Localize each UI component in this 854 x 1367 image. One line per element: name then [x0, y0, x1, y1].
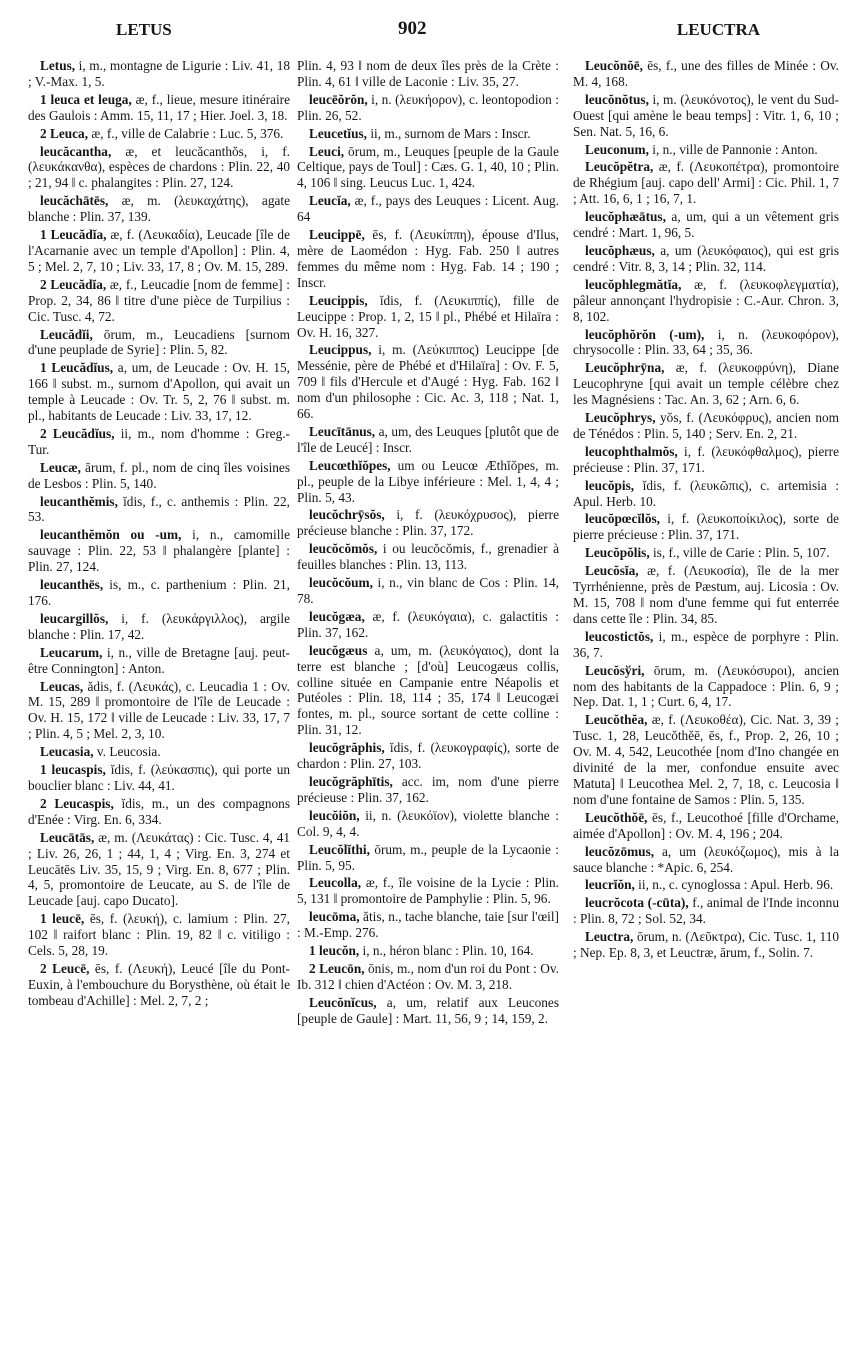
- dictionary-entry: [28, 58, 290, 90]
- dictionary-entry: [573, 478, 839, 510]
- dictionary-entry: [28, 227, 290, 275]
- dictionary-entry: [297, 643, 559, 738]
- entry-definition: um ou Leucœ Æthĭŏpes, m. pl., peuple de la Libye inférieure : Mel. 1, 4, 4 ; Plin. 5, 43.: [297, 457, 559, 505]
- dictionary-entry: [297, 58, 559, 90]
- entry-definition: æ, m. (Λευκάτας) : Cic. Tusc. 4, 41 ; Liv. 26, 26, 1 ; 44, 1, 4 ; Virg. En. 3, 274 et Leucātēs Liv. 35, 15, 9 ; Virg. En. 8, 677 ; Plin. 4, 5, promontoire de Leucate, au S. de l'île de Leucade [auj. capo Ducato].: [28, 829, 290, 909]
- dictionary-entry: [297, 458, 559, 506]
- dictionary-entry: [28, 527, 290, 575]
- entry-definition: f., animal de l'Inde inconnu : Plin. 8, 72 ; Sol. 52, 34.: [573, 895, 839, 927]
- entry-headword: Leucŏsўri,: [585, 662, 645, 678]
- entry-headword: Leucœthĭŏpes,: [309, 457, 391, 473]
- entry-headword: Leucītānus,: [309, 423, 376, 439]
- dictionary-entry: [573, 58, 839, 90]
- entry-headword: leucargillŏs,: [40, 610, 109, 626]
- entry-headword: leucŏpis,: [585, 477, 635, 493]
- entry-definition: æ, f. (Λευκοθέα), Cic. Nat. 3, 39 ; Tusc. 1, 28, Leucŏthĕē, ēs, f., Prop. 2, 26, 10 ; Ov. M. 4, 542, Leucothée [nom d'Ino changée en divinité de la mer, confondue ensuite avec Matuta] ‖ Leucothea Mel. 2, 7, 18, c. Leucosia ‖ nom d'une fontaine de Samos : Plin. 5, 135.: [573, 712, 839, 807]
- dictionary-entry: [297, 541, 559, 573]
- entry-definition: i, m. (Λεύκιππος) Leucippe [de Messénie, père de Phébé et d'Hilaïra] : Ov. F. 5, 709 ‖ fils d'Hercule et d'Augé : Hyg. Fab. 162 ‖ nom d'un philosophe : Cic. Ac. 3, 118 ; Nat. 1, 66.: [297, 342, 559, 422]
- entry-headword: Leucippē,: [309, 227, 365, 243]
- entry-headword: 1 leucaspis,: [40, 762, 106, 778]
- dictionary-entry: [297, 144, 559, 192]
- entry-headword: leucrŏcota (-cūta),: [585, 895, 689, 911]
- entry-headword: Leucŏnĭcus,: [309, 994, 377, 1010]
- entry-definition: i, n. (λευκήορον), c. leontopodion : Plin. 26, 52.: [297, 91, 559, 123]
- dictionary-entry: [28, 460, 290, 492]
- dictionary-entry: [28, 762, 290, 794]
- entry-headword: leucanthĕmŏn ou -um,: [40, 527, 182, 543]
- entry-definition: ĭdis, f. (Λευκιππίς), fille de Leucippe : Prop. 1, 2, 15 ‖ pl., Phébé et Hilaïra : Ov. H. 16, 327.: [297, 292, 559, 340]
- dictionary-entry: [28, 645, 290, 677]
- dictionary-entry: [297, 575, 559, 607]
- entry-headword: 2 Leucădĭa,: [40, 276, 107, 292]
- dictionary-entry: [297, 193, 559, 225]
- entry-headword: Leucæ,: [40, 459, 81, 475]
- dictionary-entry: [573, 327, 839, 359]
- entry-definition: æ, m. (λευκαχάτης), agate blanche : Plin. 37, 139.: [28, 193, 290, 225]
- entry-definition: æ, f., Leucadie [nom de femme] : Prop. 2, 34, 86 ‖ titre d'une pièce de Turpilius : Cic. Tusc. 4, 72.: [28, 276, 290, 324]
- entry-definition: ārum, f. pl., nom de cinq îles voisines de Lesbos : Plin. 5, 140.: [28, 459, 290, 491]
- entry-definition: i, n., camomille sauvage : Plin. 22, 53 ‖ phalangère [plante] : Plin. 27, 124.: [28, 527, 290, 575]
- dictionary-entry: [297, 609, 559, 641]
- entry-headword: Leucātās,: [40, 829, 95, 845]
- entry-definition: i, n., ville de Bretagne [auj. peut-être Connington] : Anton.: [28, 644, 290, 676]
- entry-headword: Leucŏthŏē,: [585, 809, 648, 825]
- entry-definition: ĭdis, f., c. anthemis : Plin. 22, 53.: [28, 493, 290, 525]
- column-2: [297, 58, 559, 1029]
- entry-definition: i, f. (λευκοποίκιλος), sorte de pierre précieuse : Plin. 37, 171.: [573, 511, 839, 543]
- dictionary-entry: [28, 494, 290, 526]
- dictionary-entry: [28, 911, 290, 959]
- entry-definition: a, um, qui a un vêtement gris cendré : Mart. 1, 96, 5.: [573, 209, 839, 241]
- dictionary-entry: [297, 293, 559, 341]
- entry-definition: i, f. (λευκόφθαλμος), pierre précieuse : Plin. 37, 171.: [573, 443, 839, 475]
- dictionary-entry: [573, 563, 839, 627]
- entry-headword: Leuci,: [309, 143, 345, 159]
- page-number: 902: [398, 18, 427, 39]
- entry-definition: æ, f., ville de Calabrie : Luc. 5, 376.: [88, 125, 284, 141]
- entry-headword: Leuconum,: [585, 141, 649, 157]
- dictionary-entry: [573, 712, 839, 807]
- dictionary-entry: [573, 92, 839, 140]
- entry-definition: i, n., ville de Pannonie : Anton.: [648, 141, 818, 157]
- entry-headword: leucanthĕmis,: [40, 493, 118, 509]
- column-3: [573, 58, 839, 963]
- entry-headword: leucŏcŏum,: [309, 575, 373, 591]
- dictionary-entry: [297, 740, 559, 772]
- entry-headword: 1 leuca et leuga,: [40, 91, 132, 107]
- entry-definition: æ, f. (λευκοφρύνη), Diane Leucophryne [qui avait un temple célèbre chez les Magnésiens : Tac. An. 3, 62 ; Arn. 6, 6.: [573, 360, 839, 408]
- entry-headword: Letus,: [40, 58, 76, 73]
- dictionary-entry: [297, 227, 559, 291]
- entry-headword: Leucarum,: [40, 644, 103, 660]
- entry-headword: leucŏnŏtus,: [585, 91, 649, 107]
- entry-definition: is, m., c. parthenium : Plin. 21, 176.: [28, 577, 290, 608]
- dictionary-entry: [297, 126, 559, 142]
- entry-headword: leucophthalmŏs,: [585, 443, 678, 459]
- entry-definition: ădis, f. (Λευκάς), c. Leucadia 1 : Ov. M. 15, 289 ‖ promontoire de l'île de Leucade : Ov. H. 15, 172 ‖ ville de Leucade : Liv. 33, 17, 7 ; Plin. 4, 5 ; Mel. 2, 3, 10.: [28, 678, 290, 742]
- entry-headword: leucanthēs,: [40, 577, 104, 593]
- entry-headword: leucŏchrȳsŏs,: [309, 507, 385, 523]
- entry-definition: i, m., espèce de porphyre : Plin. 36, 7.: [573, 628, 839, 660]
- dictionary-entry: [573, 410, 839, 442]
- dictionary-entry: [297, 92, 559, 124]
- entry-definition: i, n. (λευκοφόρον), chrysocolle : Plin. 33, 64 ; 35, 36.: [573, 326, 839, 358]
- entry-definition: ii, n., c. cynoglossa : Apul. Herb. 96.: [634, 877, 834, 893]
- dictionary-entry: [28, 830, 290, 910]
- dictionary-entry: [573, 929, 839, 961]
- dictionary-entry: [573, 629, 839, 661]
- dictionary-entry: [28, 577, 290, 609]
- entry-definition: ōnis, m., nom d'un roi du Pont : Ov. Ib. 312 ‖ chien d'Actéon : Ov. M. 3, 218.: [297, 960, 559, 992]
- dictionary-entry: [28, 679, 290, 743]
- entry-definition: ii, m., surnom de Mars : Inscr.: [367, 125, 531, 141]
- dictionary-entry: [28, 126, 290, 142]
- dictionary-entry: [573, 895, 839, 927]
- dictionary-entry: [297, 961, 559, 993]
- entry-headword: leucēŏrŏn,: [309, 91, 368, 107]
- entry-headword: Leucŏphrȳna,: [585, 360, 665, 376]
- dictionary-entry: [297, 995, 559, 1027]
- dictionary-entry: [28, 611, 290, 643]
- dictionary-entry: [297, 943, 559, 959]
- entry-definition: æ, f. (Λευκοπέτρα), promontoire de Rhégium [auj. capo dell' Armi] : Cic. Phil. 1, 7 ; Att. 16, 6, 1 ; 16, 7, 1.: [573, 159, 839, 207]
- dictionary-entry: [573, 545, 839, 561]
- entry-definition: a, um, de Leucade : Ov. H. 15, 166 ‖ subst. m., surnom d'Apollon, qui avait un temple à Leucade : Ov. Tr. 5, 2, 76 ‖ subst. m. pl., habitants de Leucade : Liv. 33, 17, 12.: [28, 360, 290, 424]
- entry-headword: Leucŏphrys,: [585, 410, 656, 426]
- entry-headword: leucŏphŏrŏn (-um),: [585, 326, 705, 342]
- dictionary-entry: [28, 144, 290, 192]
- entry-headword: Leucŏsĭa,: [585, 563, 639, 579]
- entry-headword: leucostictŏs,: [585, 628, 654, 644]
- entry-headword: 2 Leucē,: [40, 960, 90, 976]
- header-left-guideword: LETUS: [116, 20, 172, 39]
- entry-definition: æ, f. (Λευκαδία), Leucade [île de l'Acarnanie avec un temple d'Apollon] : Plin. 4, 5 ; Mel. 2, 7, 10 ; Liv. 33, 17, 8 ; Ov. M. 15, 289.: [28, 227, 290, 274]
- entry-definition: ĭdis, m., un des compagnons d'Enée : Virg. En. 6, 334.: [28, 795, 290, 827]
- entry-headword: leucŏgæus: [309, 642, 368, 658]
- dictionary-entry: [573, 159, 839, 207]
- entry-headword: leucăchātēs,: [40, 193, 109, 209]
- entry-definition: i ou leucŏcŏmis, f., grenadier à feuilles blanches : Plin. 13, 113.: [297, 541, 559, 573]
- dictionary-entry: [573, 844, 839, 876]
- dictionary-entry: [28, 277, 290, 325]
- dictionary-entry: [28, 796, 290, 828]
- entry-definition: æ, f., lieue, mesure itinéraire des Gaulois : Amm. 15, 11, 17 ; Hier. Joel. 3, 18.: [28, 91, 290, 123]
- dictionary-entry: [28, 360, 290, 424]
- entry-headword: leucōma,: [309, 909, 360, 925]
- entry-definition: ĭdis, f. (λευκογραφίς), sorte de chardon : Plin. 27, 103.: [297, 740, 559, 772]
- entry-definition: æ, f. (λευκοφλεγματία), pâleur annonçant l'hydropisie : C.-Aur. Chron. 3, 8, 102.: [573, 276, 839, 324]
- entry-definition: æ, f., île voisine de la Lycie : Plin. 5, 131 ‖ promontoire de Pamphylie : Plin. 5, 96.: [297, 875, 559, 907]
- entry-headword: 1 Leucădĭus,: [40, 360, 114, 376]
- entry-headword: leucrĭŏn,: [585, 877, 635, 893]
- entry-headword: leucăcantha,: [40, 143, 112, 159]
- entry-definition: a, um, des Leuques [plutôt que de l'île de Leucé] : Inscr.: [297, 423, 559, 455]
- entry-definition: æ, f. (Λευκοσία), île de la mer Tyrrhénienne, près de Pæstum, auj. Licosia : Ov. M. 15, 708 ‖ nom d'une femme qui fut enterrée dans cette île : Plin. 34, 85.: [573, 563, 839, 626]
- entry-definition: i, n., héron blanc : Plin. 10, 164.: [359, 943, 534, 959]
- dictionary-entry: [573, 142, 839, 158]
- dictionary-entry: [28, 744, 290, 760]
- entry-definition: Plin. 4, 93 ‖ nom de deux îles près de la Crète : Plin. 4, 61 ‖ ville de Laconie : Liv. 35, 27.: [297, 58, 559, 89]
- dictionary-entry: [297, 342, 559, 422]
- entry-definition: a, um (λευκόφαιος), qui est gris cendré : Vitr. 8, 3, 14 ; Plin. 32, 114.: [573, 242, 839, 274]
- entry-definition: ēs, f. (λευκή), c. lamium : Plin. 27, 102 ‖ raifort blanc : Plin. 19, 82 ‖ c. vitiligo : Cels. 5, 28, 19.: [28, 911, 290, 959]
- entry-headword: Leucŏpĕtra,: [585, 159, 654, 175]
- dictionary-entry: [573, 810, 839, 842]
- entry-definition: ōrum, m., Leuques [peuple de la Gaule Celtique, pays de Toul] : Cæs. G. 1, 40, 10 ; Plin. 4, 106 ‖ sing. Leucus Luc. 1, 424.: [297, 143, 559, 191]
- entry-definition: æ, f., pays des Leuques : Licent. Aug. 64: [297, 193, 559, 225]
- dictionary-entry: [28, 961, 290, 1009]
- entry-definition: i, m. (λευκόνοτος), le vent du Sud-Ouest [qui amène le beau temps] : Vitr. 1, 6, 10 ; Sen. Nat. 5, 16, 6.: [573, 91, 839, 139]
- entry-headword: leucŏphæātus,: [585, 209, 666, 225]
- entry-definition: i, f. (λευκάργιλλος), argile blanche : Plin. 17, 42.: [28, 610, 290, 642]
- entry-definition: is, f., ville de Carie : Plin. 5, 107.: [649, 545, 830, 561]
- dictionary-entry: [28, 193, 290, 225]
- entry-definition: æ, f. (λευκόγαια), c. galactitis : Plin. 37, 162.: [297, 608, 559, 640]
- entry-headword: leucŏgrăphītis,: [309, 773, 393, 789]
- dictionary-entry: [28, 92, 290, 124]
- entry-headword: leucŏgrăphis,: [309, 740, 385, 756]
- entry-headword: leucŏpœcĭlŏs,: [585, 511, 660, 527]
- entry-headword: 1 leucē,: [40, 911, 85, 927]
- entry-definition: ēs, f. (Λευκή), Leucé [île du Pont-Euxin, à l'embouchure du Borysthène, où était le tombeau d'Achille] : Mel. 2, 7, 2 ;: [28, 960, 290, 1008]
- entry-headword: Leucădĭi,: [40, 326, 93, 342]
- entry-headword: Leucas,: [40, 678, 84, 694]
- entry-headword: Leucĭa,: [309, 193, 351, 209]
- dictionary-entry: [297, 875, 559, 907]
- entry-headword: 1 Leucădĭa,: [40, 227, 107, 243]
- entry-headword: Leucetĭus,: [309, 125, 367, 141]
- entry-definition: ēs, f., Leucothoé [fille d'Orchame, aimée d'Apollon] : Ov. M. 4, 196 ; 204.: [573, 809, 839, 841]
- entry-headword: Leucŏlĭthi,: [309, 841, 370, 857]
- entry-headword: Leucŏthĕa,: [585, 712, 648, 728]
- dictionary-entry: [28, 426, 290, 458]
- entry-definition: acc. im, nom d'une pierre précieuse : Plin. 37, 162.: [297, 773, 559, 805]
- entry-definition: æ, et leucăcanthŏs, i, f. (λευκάκανθα), espèces de chardons : Plin. 22, 40 ; 21, 94 ‖ c. phalangites : Plin. 27, 124.: [28, 143, 290, 191]
- entry-headword: 2 Leucaspis,: [40, 795, 114, 811]
- dictionary-entry: [297, 424, 559, 456]
- dictionary-entry: [297, 842, 559, 874]
- entry-headword: leucŏcŏmŏs,: [309, 541, 378, 557]
- entry-definition: ōrum, m., Leucadiens [surnom d'une peuplade de Syrie] : Plin. 5, 82.: [28, 326, 290, 358]
- entry-headword: Leuctra,: [585, 929, 634, 945]
- entry-headword: Leucŏnŏē,: [585, 58, 643, 73]
- entry-headword: Leucippis,: [309, 292, 368, 308]
- entry-definition: a, um (λευκόζωμος), mis à la sauce blanche : *Apic. 6, 254.: [573, 843, 839, 875]
- entry-definition: ătis, n., tache blanche, taie [sur l'œil] : M.-Emp. 276.: [297, 909, 559, 941]
- entry-headword: 2 Leuca,: [40, 125, 89, 141]
- entry-headword: Leucippus,: [309, 342, 372, 358]
- entry-definition: ōrum, m. (Λευκόσυροι), ancien nom des habitants de la Cappadoce : Plin. 6, 9 ; Nep. Dat. 1, 1 ; Curt. 6, 4, 17.: [573, 662, 839, 710]
- dictionary-entry: [573, 209, 839, 241]
- entry-definition: ĭdis, f. (λευκῶπις), c. artemisia : Apul. Herb. 10.: [573, 477, 839, 509]
- dictionary-entry: [573, 663, 839, 711]
- entry-headword: leucŏgæa,: [309, 608, 365, 624]
- entry-definition: ēs, f., une des filles de Minée : Ov. M. 4, 168.: [573, 58, 839, 89]
- entry-definition: ēs, f. (Λευκίππη), épouse d'Ilus, mère de Laomédon : Hyg. Fab. 250 ‖ autres femmes du même nom : Hyg. Fab. 14 ; 190 ; Inscr.: [297, 227, 559, 290]
- dictionary-entry: [573, 511, 839, 543]
- dictionary-entry: [297, 507, 559, 539]
- entry-headword: Leucasia,: [40, 744, 94, 760]
- entry-definition: ĭdis, f. (λεύκασπις), qui porte un bouclier blanc : Liv. 44, 41.: [28, 762, 290, 793]
- header-right-guideword: LEUCTRA: [676, 20, 760, 39]
- dictionary-entry: [297, 909, 559, 941]
- entry-headword: leucŏiŏn,: [309, 807, 360, 823]
- entry-definition: ōrum, n. (Λεῦκτρα), Cic. Tusc. 1, 110 ; Nep. Ep. 8, 3, et Leuctræ, ārum, f., Solin. 7.: [573, 929, 839, 961]
- dictionary-entry: [573, 444, 839, 476]
- dictionary-entry: [28, 327, 290, 359]
- entry-definition: i, n., vin blanc de Cos : Plin. 14, 78.: [297, 575, 559, 606]
- entry-definition: a, um, m. (λευκόγαιος), dont la terre est blanche ; [d'où] Leucogæus collis, colline située en Campanie entre Néapolis et Putéoles : Plin. 18, 114 ; 35, 174 ‖ Leucogæi fontes, m. pl., source sortant de cette colline : Plin. 31, 12.: [297, 642, 559, 738]
- entry-headword: leucŏphlegmătĭa,: [585, 276, 682, 292]
- entry-headword: 2 Leucădĭus,: [40, 425, 115, 441]
- entry-headword: 1 leucŏn,: [309, 943, 360, 959]
- entry-definition: v. Leucosia.: [93, 744, 161, 760]
- dictionary-entry: [573, 877, 839, 893]
- entry-definition: ii, m., nom d'homme : Greg.-Tur.: [28, 425, 290, 457]
- column-1: [28, 58, 290, 1011]
- dictionary-entry: [573, 360, 839, 408]
- entry-headword: 2 Leucōn,: [309, 960, 365, 976]
- running-header: [28, 14, 830, 38]
- entry-definition: a, um, relatif aux Leucones [peuple de Gaule] : Mart. 11, 56, 9 ; 14, 159, 2.: [297, 994, 559, 1026]
- entry-headword: leucŏzōmus,: [585, 843, 655, 859]
- entry-definition: ii, n. (λευκόϊον), violette blanche : Col. 9, 4, 4.: [297, 807, 559, 839]
- dictionary-entry: [573, 243, 839, 275]
- entry-definition: yŏs, f. (Λευκόφρυς), ancien nom de Ténédos : Plin. 5, 140 ; Serv. En. 2, 21.: [573, 410, 839, 441]
- entry-headword: Leucŏpŏlis,: [585, 545, 650, 561]
- entry-headword: Leucolla,: [309, 875, 362, 891]
- entry-definition: i, f. (λευκόχρυσος), pierre précieuse blanche : Plin. 37, 172.: [297, 507, 559, 539]
- entry-definition: ōrum, m., peuple de la Lycaonie : Plin. 5, 95.: [297, 841, 559, 873]
- dictionary-entry: [297, 808, 559, 840]
- entry-headword: leucŏphæus,: [585, 242, 655, 258]
- dictionary-entry: [573, 277, 839, 325]
- dictionary-entry: [297, 774, 559, 806]
- entry-definition: i, m., montagne de Ligurie : Liv. 41, 18 ; V.-Max. 1, 5.: [28, 58, 290, 89]
